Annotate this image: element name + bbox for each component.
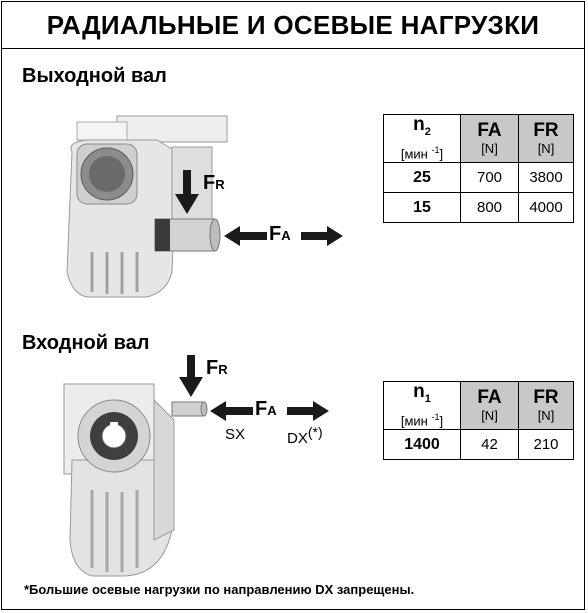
table-row [384, 163, 574, 193]
table-row [384, 430, 574, 460]
page-title: РАДИАЛЬНЫЕ И ОСЕВЫЕ НАГРУЗКИ [46, 9, 540, 40]
fr-cell: 4000 [519, 193, 574, 223]
output-radial-force-arrow [172, 170, 202, 216]
footnote: *Большие осевые нагрузки по направлению DX запрещены. [24, 582, 415, 597]
output-shaft-heading: Выходной вал [22, 65, 167, 87]
output-fa-label: FA [269, 223, 291, 245]
input-radial-force-arrow [177, 355, 205, 399]
sheet [1, 1, 585, 610]
input-gearbox-drawing [62, 380, 212, 580]
output-fr-label: FR [203, 172, 225, 194]
input-fa-label: FA [255, 398, 277, 420]
speed-header: $n_1$ [мин $^{-1}$] [384, 382, 461, 430]
input-shaft-heading: Входной вал [22, 332, 150, 354]
input-fr-label: FR [206, 357, 228, 379]
input-load-table [383, 381, 574, 460]
fa-header: FA [N] [461, 382, 519, 430]
fa-header: FA [N] [461, 115, 519, 163]
fr-header: FR [N] [519, 115, 574, 163]
dx-label: DX(*) [287, 424, 323, 447]
speed-cell: 25 [384, 163, 461, 193]
fr-cell: 3800 [519, 163, 574, 193]
fr-cell: 210 [519, 430, 574, 460]
output-load-table [383, 114, 574, 223]
speed-cell: 15 [384, 193, 461, 223]
sx-label: SX [225, 426, 246, 443]
fa-cell: 42 [461, 430, 519, 460]
speed-cell: 1400 [384, 430, 461, 460]
fa-cell: 700 [461, 163, 519, 193]
fr-header: FR [N] [519, 382, 574, 430]
fa-cell: 800 [461, 193, 519, 223]
speed-header: $n_2$ [мин $^{-1}$] [384, 115, 461, 163]
table-row [384, 193, 574, 223]
title-bar [2, 2, 584, 49]
